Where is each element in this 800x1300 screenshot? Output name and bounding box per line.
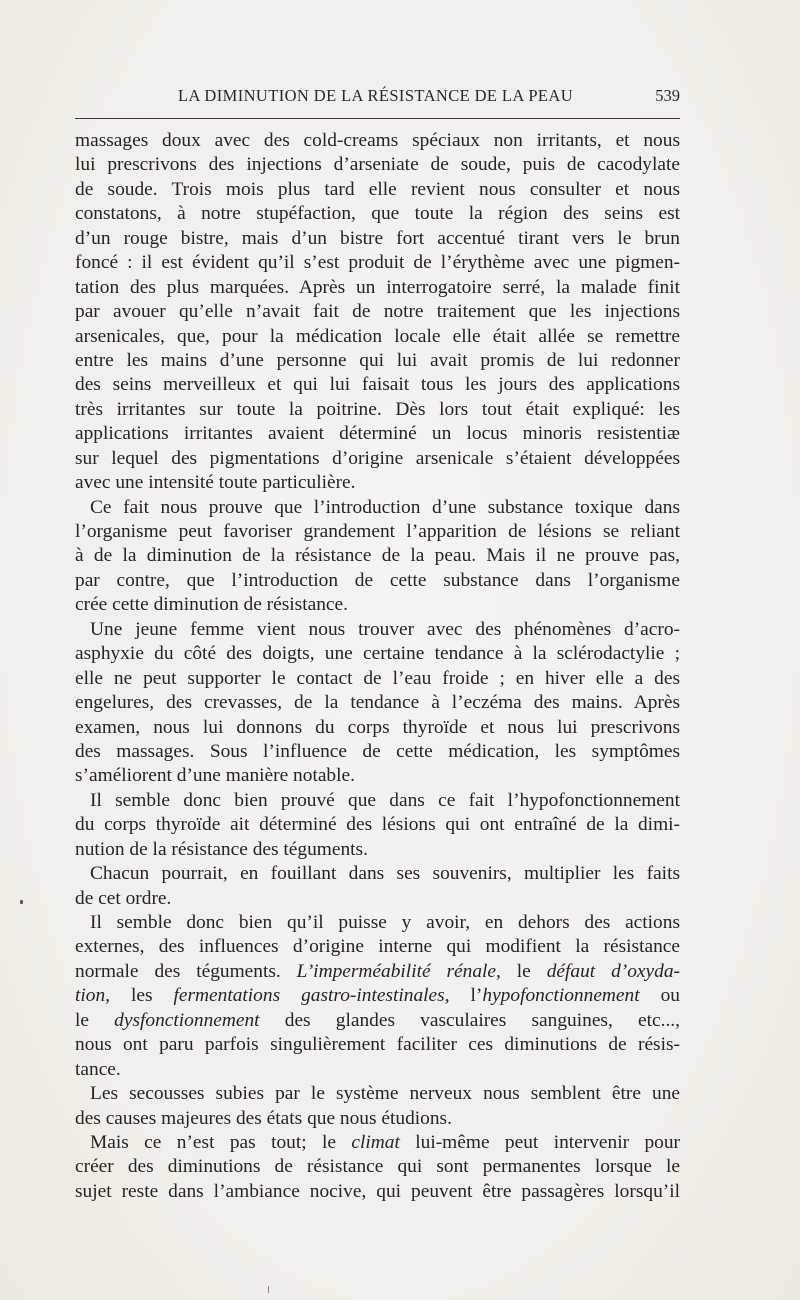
italic-run: fermentations gastro-intestinales, — [173, 985, 450, 1007]
italic-run: L’imperméabilité rénale, — [296, 960, 501, 982]
text-line: engelures, des crevasses, de la tendance à l’eczéma des mains. Après — [75, 692, 680, 714]
text-line: sur lequel des pigmentations d’origine arsenicale s’étaient développées — [75, 447, 680, 469]
text-line: par avouer qu’elle n’avait fait de notre traitement que les injections — [75, 301, 680, 323]
text-line: massages doux avec des cold-creams spéciaux non irritants, et nous — [75, 130, 680, 151]
text-line: des causes majeures des états que nous étudions. — [75, 1107, 452, 1129]
text-line: applications irritantes avaient déterminé un locus minoris resistentiæ — [75, 423, 680, 445]
text-line: tance. — [75, 1058, 121, 1080]
text-line: lui prescrivons des injections d’arseniate de soude, puis de cacodylate — [75, 154, 680, 176]
text-line: très irritantes sur toute la poitrine. Dès lors tout était expliqué: les — [75, 398, 680, 420]
text-line — [75, 984, 680, 1008]
text-line: entre les mains d’une personne qui lui avait promis de lui redonner — [75, 349, 680, 371]
text-line: d’un rouge bistre, mais d’un bistre fort accentué tirant vers le brun — [75, 227, 680, 249]
text-line: foncé : il est évident qu’il s’est produit de l’érythème avec une pigmen- — [75, 252, 680, 274]
text-line: créer des diminutions de résistance qui sont permanentes lorsque le — [75, 1156, 680, 1178]
text-line: Il semble donc bien prouvé que dans ce fait l’hypofonctionnement — [90, 789, 680, 811]
text-line: à de la diminution de la résistance de la peau. Mais il ne prouve pas, — [75, 545, 680, 567]
text-line: examen, nous lui donnons du corps thyroïde et nous lui prescrivons — [75, 716, 680, 738]
text-line: de cet ordre. — [75, 887, 172, 909]
italic-run: dysfonctionnement — [114, 1009, 260, 1031]
text-line: du corps thyroïde ait déterminé des lésions qui ont entraîné de la dimi- — [75, 814, 680, 836]
text-line: avec une intensité toute particulière. — [75, 472, 356, 494]
text-line: constatons, à notre stupéfaction, que toute la région des seins est — [75, 203, 680, 225]
text-line: des seins merveilleux et qui lui faisait tous les jours des applications — [75, 374, 680, 396]
text-line — [75, 1009, 680, 1033]
text-run: l’ — [449, 985, 483, 1007]
text-line: nous ont paru parfois singulièrement faciliter ces diminutions de résis- — [75, 1034, 680, 1056]
italic-run: climat — [351, 1131, 400, 1153]
running-title: LA DIMINUTION DE LA RÉSISTANCE DE LA PEAU — [178, 86, 574, 105]
text-line — [75, 1131, 680, 1155]
running-head — [75, 86, 680, 110]
text-line: s’améliorent d’une manière notable. — [75, 765, 355, 787]
text-line: Les secousses subies par le système nerveux nous semblent être une — [90, 1083, 680, 1105]
text-line: Il semble donc bien qu’il puisse y avoir, en dehors des actions — [90, 912, 680, 933]
text-line: asphyxie du côté des doigts, une certaine tendance à la sclérodactylie ; — [75, 643, 680, 665]
text-line: par contre, que l’introduction de cette substance dans l’organisme — [75, 569, 680, 591]
text-run: les — [110, 985, 174, 1007]
text-line: Chacun pourrait, en fouillant dans ses souvenirs, multiplier les faits — [90, 863, 680, 885]
italic-run: tion, — [75, 985, 111, 1007]
text-line: crée cette diminution de résistance. — [75, 594, 348, 616]
text-line: de soude. Trois mois plus tard elle revient nous consulter et nous — [75, 178, 680, 200]
text-run: des glandes vasculaires sanguines, etc..., — [259, 1009, 680, 1031]
text-line: externes, des influences d’origine interne qui modifient la résistance — [75, 936, 680, 958]
text-line: Une jeune femme vient nous trouver avec des phénomènes d’acro- — [90, 618, 680, 640]
text-line: des massages. Sous l’influence de cette médication, les symptômes — [75, 740, 680, 762]
header-rule — [75, 118, 680, 119]
text-line: Ce fait nous prouve que l’introduction d’une substance toxique dans — [90, 496, 680, 518]
bottom-mark — [268, 1286, 269, 1293]
text-run: le — [500, 960, 547, 982]
text-line: sujet reste dans l’ambiance nocive, qui peuvent être passagères lorsqu’il — [75, 1180, 680, 1202]
text-run: ou — [639, 985, 680, 1007]
text-line: l’organisme peut favoriser grandement l’apparition de lésions se reliant — [75, 521, 680, 542]
text-run: le — [75, 1009, 115, 1031]
italic-run: hypofonctionnement — [482, 985, 640, 1007]
text-line: nution de la résistance des téguments. — [75, 838, 368, 860]
margin-speck — [20, 900, 23, 904]
text-line: elle ne peut supporter le contact de l’eau froide ; en hiver elle a des — [75, 667, 680, 689]
text-run: Mais ce n’est pas tout; le — [90, 1131, 352, 1153]
text-line: arsenicales, que, pour la médication locale elle était allée se remettre — [75, 325, 680, 347]
italic-run: défaut d’oxyda- — [546, 960, 680, 982]
text-line — [75, 960, 680, 984]
text-run: normale des téguments. — [75, 960, 297, 982]
text-run: lui-même peut intervenir pour — [399, 1131, 681, 1153]
text-line: tation des plus marquées. Après un interrogatoire serré, la malade finit — [75, 276, 680, 298]
body-text — [75, 129, 680, 1204]
page-number: 539 — [655, 86, 680, 105]
